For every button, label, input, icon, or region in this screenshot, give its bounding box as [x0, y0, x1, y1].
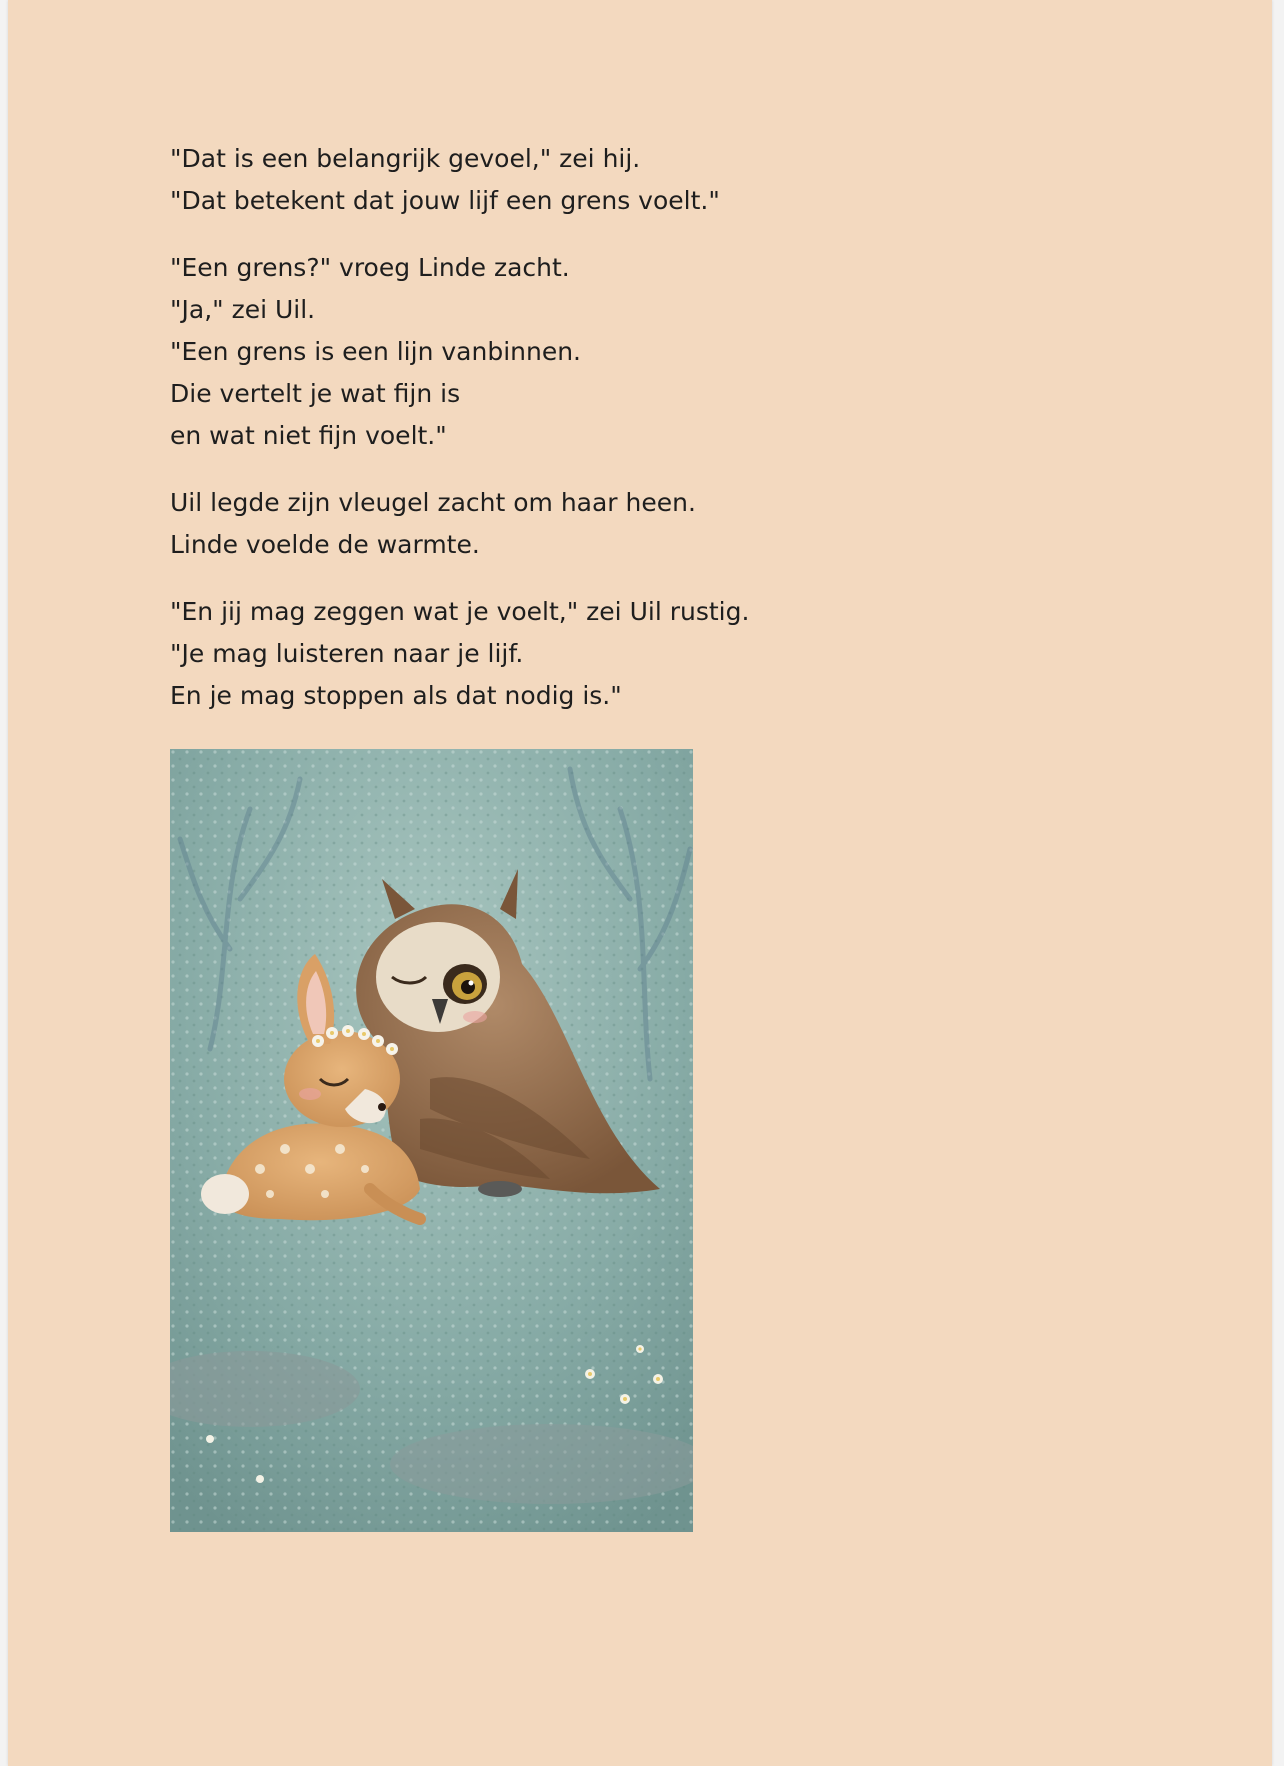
paragraph-4 — [170, 591, 1070, 717]
paragraph-2 — [170, 247, 1070, 457]
text-line: "En jij mag zeggen wat je voelt," zei Uil rustig. — [170, 597, 750, 626]
document-page — [8, 0, 1272, 1766]
story-text — [170, 138, 1070, 742]
text-line: Die vertelt je wat fijn is — [170, 379, 461, 408]
text-line: "Je mag luisteren naar je lijf. — [170, 639, 524, 668]
text-line: "Een grens is een lijn vanbinnen. — [170, 337, 581, 366]
text-line: en wat niet fijn voelt." — [170, 421, 447, 450]
text-line: "Ja," zei Uil. — [170, 295, 316, 324]
text-line: "Dat is een belangrijk gevoel," zei hij. — [170, 144, 641, 173]
owl-and-fawn-illustration — [170, 749, 693, 1532]
paragraph-3 — [170, 482, 1070, 566]
text-line: En je mag stoppen als dat nodig is." — [170, 681, 622, 710]
text-line: "Een grens?" vroeg Linde zacht. — [170, 253, 570, 282]
text-line: Linde voelde de warmte. — [170, 530, 480, 559]
text-line: "Dat betekent dat jouw lijf een grens voelt." — [170, 186, 720, 215]
text-line: Uil legde zijn vleugel zacht om haar heen. — [170, 488, 696, 517]
paragraph-1 — [170, 138, 1070, 222]
